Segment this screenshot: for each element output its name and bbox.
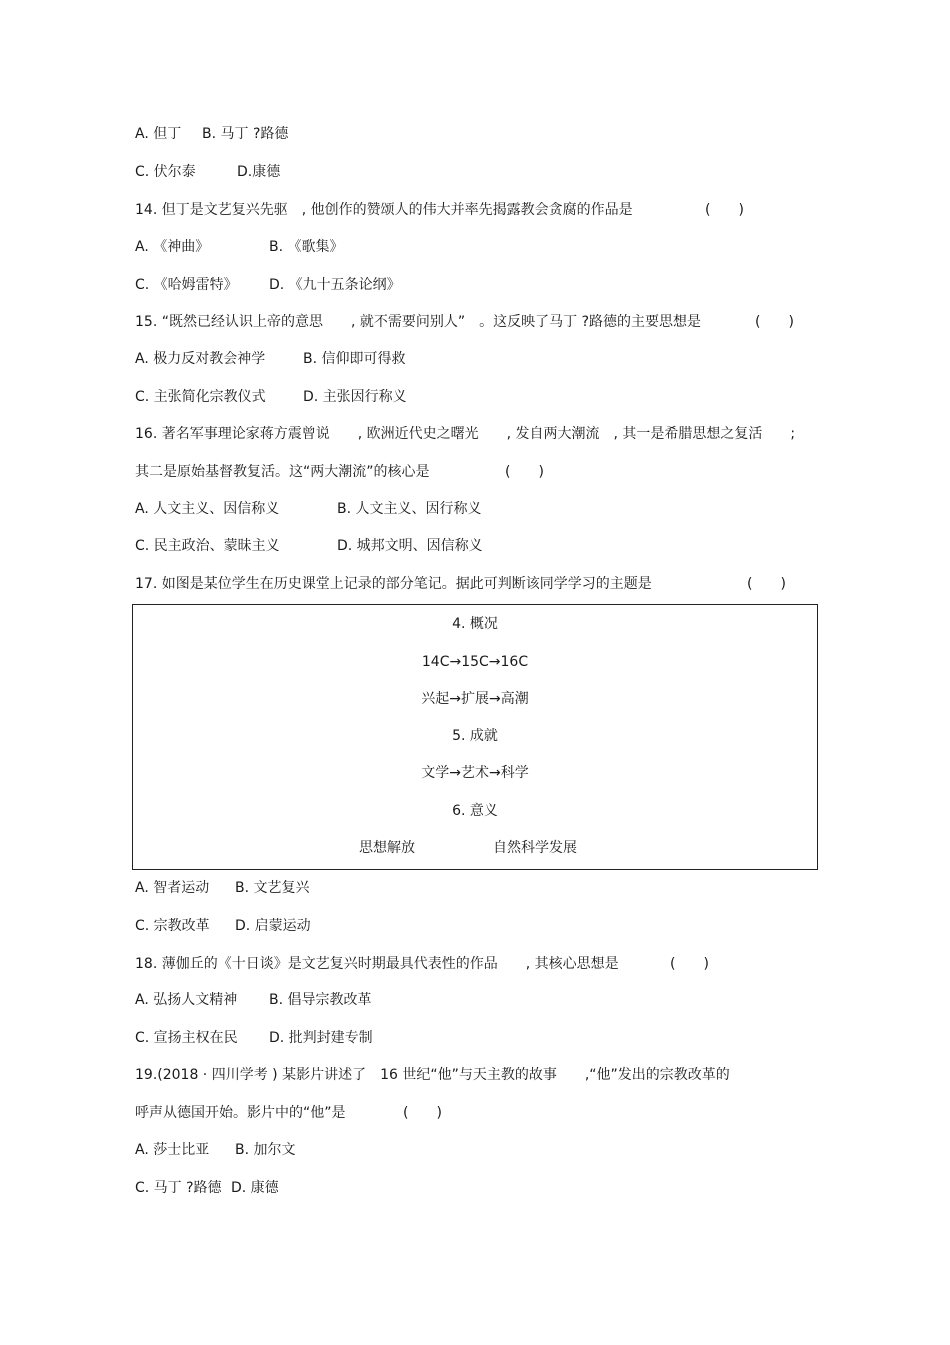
notes-meaning-1: 思想解放 [359, 840, 415, 856]
q15-option-c: C. 主张简化宗教仪式 [135, 389, 266, 405]
q16-option-b: B. 人文主义、因行称义 [337, 501, 482, 517]
q18-option-b: B. 倡导宗教改革 [269, 992, 372, 1008]
q16-option-d: D. 城邦文明、因信称义 [337, 538, 483, 554]
q18-option-d: D. 批判封建专制 [269, 1030, 373, 1046]
q15-options-row2 [135, 387, 407, 407]
q19-option-a: A. 莎士比亚 [135, 1142, 210, 1158]
q13-option-c: C. 伏尔泰 [135, 164, 196, 180]
notes-fields: 文学→艺术→科学 [421, 765, 529, 781]
q17-options-row1 [135, 878, 310, 898]
q14-options-row1 [135, 237, 344, 257]
q19-options-row2 [135, 1178, 279, 1198]
q17-option-a: A. 智者运动 [135, 880, 210, 896]
q18-option-a: A. 弘扬人文精神 [135, 992, 238, 1008]
q14-stem-line [135, 200, 744, 220]
q19-stem-line1 [135, 1065, 730, 1085]
q18-options-row2 [135, 1028, 373, 1048]
q19-answer-paren: ( ) [403, 1105, 442, 1121]
notes-stages: 兴起→扩展→高潮 [421, 691, 529, 707]
q16-option-a: A. 人文主义、因信称义 [135, 501, 280, 517]
notes-timeline: 14C→15C→16C [421, 654, 529, 670]
q13-options-row2 [135, 162, 281, 182]
q19-stem-part2: 呼声从德国开始。影片中的“他”是 [135, 1105, 346, 1121]
q15-stem-line [135, 312, 794, 332]
q14-options-row2 [135, 275, 401, 295]
notes-heading-achievements: 5. 成就 [452, 728, 498, 744]
q17-options-row2 [135, 916, 311, 936]
q17-answer-paren: ( ) [747, 576, 786, 592]
q19-options-row1 [135, 1140, 296, 1160]
q15-option-d: D. 主张因行称义 [303, 389, 407, 405]
q15-options-row1 [135, 349, 406, 369]
notes-significance-row [133, 838, 817, 858]
q13-option-d: D.康德 [237, 164, 281, 180]
q16-stem-line2 [135, 462, 544, 482]
notes-heading-overview: 4. 概况 [452, 616, 498, 632]
q18-stem: 18. 薄伽丘的《十日谈》是文艺复兴时期最具代表性的作品 , 其核心思想是 [135, 956, 619, 972]
q14-answer-paren: ( ) [705, 202, 744, 218]
q15-option-a: A. 极力反对教会神学 [135, 351, 266, 367]
notes-meaning-2: 自然科学发展 [493, 840, 577, 856]
q15-answer-paren: ( ) [755, 314, 794, 330]
q14-stem: 14. 但丁是文艺复兴先驱 , 他创作的赞颂人的伟大并率先揭露教会贪腐的作品是 [135, 202, 633, 218]
q17-option-d: D. 启蒙运动 [235, 918, 311, 934]
q15-option-b: B. 信仰即可得救 [303, 351, 406, 367]
q16-options-row2 [135, 536, 483, 556]
q18-answer-paren: ( ) [670, 956, 709, 972]
q15-stem: 15. “既然已经认识上帝的意思 , 就不需要问别人” 。这反映了马丁 ?路德的主要思想是 [135, 314, 701, 330]
q19-option-d: D. 康德 [231, 1180, 279, 1196]
q16-stem-part1: 16. 著名军事理论家蒋方震曾说 , 欧洲近代史之曙光 , 发自两大潮流 , 其一是希腊思想之复活 ; [135, 426, 796, 442]
q17-stem-line [135, 574, 786, 594]
q17-notes-box [132, 604, 818, 870]
q16-options-row1 [135, 499, 482, 519]
q18-stem-line [135, 954, 709, 974]
q18-option-c: C. 宣扬主权在民 [135, 1030, 238, 1046]
q14-option-b: B. 《歌集》 [269, 239, 344, 255]
q17-stem: 17. 如图是某位学生在历史课堂上记录的部分笔记。据此可判断该同学学习的主题是 [135, 576, 652, 592]
q16-stem-line1 [135, 424, 796, 444]
q17-option-c: C. 宗教改革 [135, 918, 210, 934]
q14-option-c: C. 《哈姆雷特》 [135, 277, 238, 293]
q16-answer-paren: ( ) [505, 464, 544, 480]
q18-options-row1 [135, 990, 372, 1010]
q19-option-b: B. 加尔文 [235, 1142, 296, 1158]
q17-option-b: B. 文艺复兴 [235, 880, 310, 896]
q19-stem-line2 [135, 1103, 442, 1123]
q14-option-d: D. 《九十五条论纲》 [269, 277, 401, 293]
q13-options-row1 [135, 124, 289, 144]
q16-option-c: C. 民主政治、蒙昧主义 [135, 538, 280, 554]
q13-option-b: B. 马丁 ?路德 [202, 126, 289, 142]
notes-heading-significance: 6. 意义 [452, 803, 498, 819]
q19-stem-part1: 19.(2018 · 四川学考 ) 某影片讲述了 16 世纪“他”与天主教的故事 ,“他”发出的宗教改革的 [135, 1067, 730, 1083]
q13-option-a: A. 但丁 [135, 126, 182, 142]
q14-option-a: A. 《神曲》 [135, 239, 210, 255]
q19-option-c: C. 马丁 ?路德 [135, 1180, 222, 1196]
q16-stem-part2: 其二是原始基督教复活。这“两大潮流”的核心是 [135, 464, 430, 480]
